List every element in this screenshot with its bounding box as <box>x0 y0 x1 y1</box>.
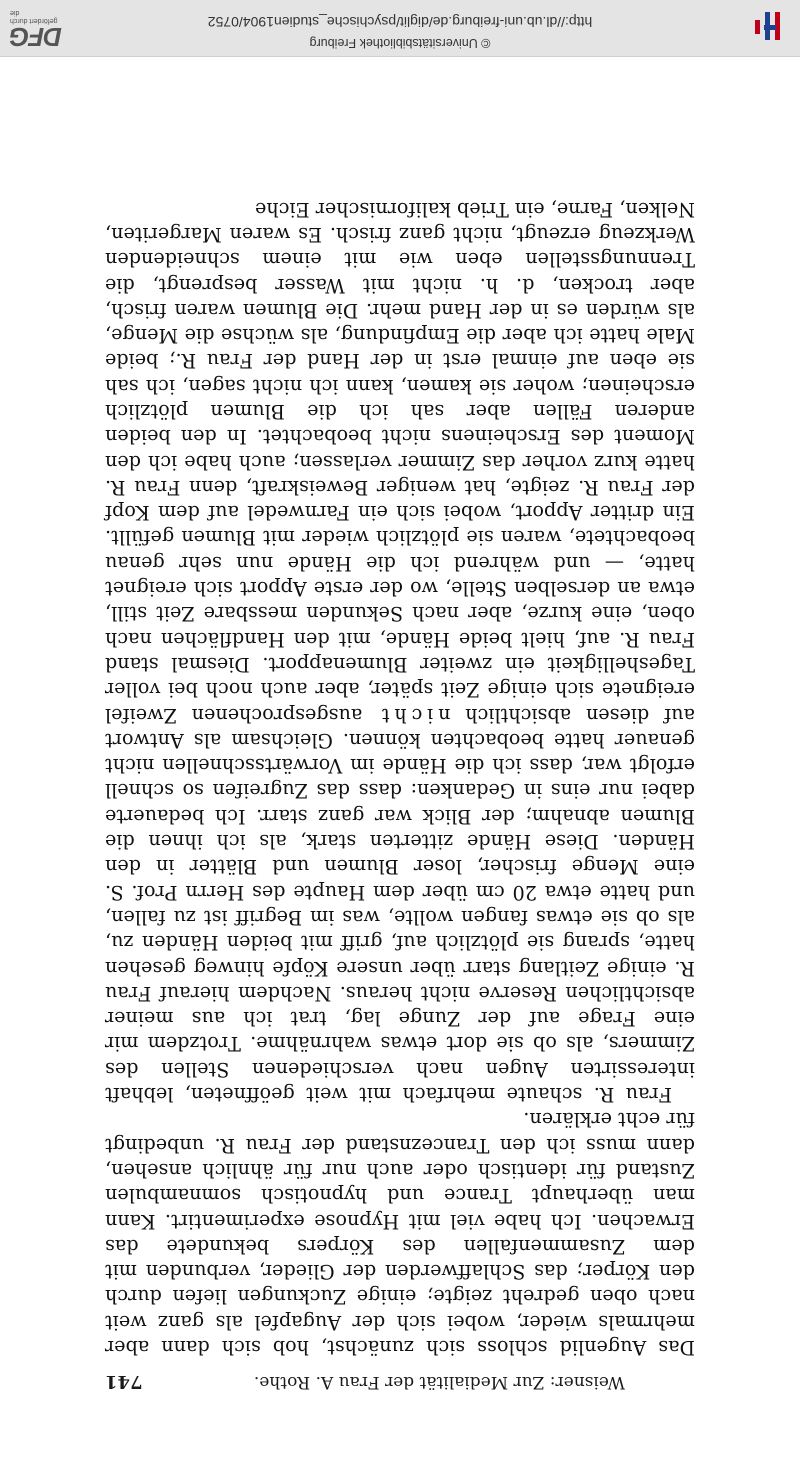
paragraph-trance: Das Augenlid schloss sich zunächst, hob sich dann aber mehrmals wieder, wobei sich der Augapfel als ganz weit nach oben gedreht zeigte; einige Zuckungen liefen durch den Körper; das Schlaffwerden der Glieder, verbunden mit dem Zusammenfallen des Körpers bekundete das Erwachen. Ich habe viel mit Hypnose experimentirt. Kann man überhaupt Trance und hypnotisch somnambulen Zustand für identisch oder auch nur für ähnlich ansehen, dann muss ich den Tranceznstand der Frau R. unbedingt für echt erklären. <box>105 1108 695 1359</box>
spaced-emphasis: nicht <box>377 703 451 727</box>
dfg-caption: gefördert durch die <box>10 9 58 24</box>
running-head-title: Weisner: Zur Medialität der Frau A. Rothe. <box>253 1372 625 1392</box>
running-head <box>105 1370 695 1392</box>
library-footer <box>0 0 800 57</box>
page-number: 741 <box>105 1371 143 1392</box>
body-text <box>105 196 695 1360</box>
digitization-url-link[interactable]: http://dl.ub.uni-freiburg.de/diglit/psychische_studien1904/0752 <box>207 14 593 30</box>
copyright-notice: © Universitätsbibliothek Freiburg <box>309 36 491 50</box>
dfg-logo-mark: DFG <box>10 22 62 52</box>
paragraph-apport <box>105 196 695 1107</box>
dfg-logo <box>10 4 66 50</box>
paragraph-apport-part-2: ausgesprochenen Zweifel ereignete sich einige Zeit später, aber auch noch bei voller Tageshelligkeit ein zweiter Blumenapport. Diesmal stand Frau R. auf, hielt beide Hände, mit den Handflächen nach oben, eine kurze, aber nach Sekunden messbare Zeit still, etwa an derselben Stelle, wo der erste Apport sich ereignet hatte, — und während ich die Hände nun sehr genau beobachtete, waren sie plötzlich wieder mit Blumen gefüllt. Ein dritter Apport, wobei sich ein Farnwedel auf dem Kopf der Frau R. zeigte, hat weniger Beweiskraft, denn Frau R. hatte kurz vorher das Zimmer verlassen; auch habe ich den Moment des Erscheinens nicht beobachtet. In den beiden anderen Fällen aber sah ich die Blumen plötzlich erscheinen; woher sie kamen, kann ich nicht sagen, ich sah sie eben auf einmal erst in der Hand der Frau R.; beide Male hatte ich aber die Empfindung, als wüchse die Menge, als würden es in der Hand mehr. Die Blumen waren frisch, aber trocken, d. h. nicht mit Wasser besprengt, die Trennungsstellen eben wie mit einem schneidenden Werkzeug erzeugt, nicht ganz frisch. Es waren Margeriten, Nelken, Farne, ein Trieb kalifornischer Eiche <box>105 197 695 727</box>
paragraph-apport-part-1: Frau R. schaute mehrfach mit weit geöffneten, lebhaft interessirten Augen nach verschiedenen Stellen des Zimmers, als ob sie dort etwas wahrnähme. Trotzdem mir eine Frage auf der Zunge lag, trat ich aus meiner absichtlichen Reserve nicht heraus. Nachdem hierauf Frau R. einige Zeitlang starr über unsere Köpfe hinweg gesehen hatte, sprang sie plötzlich auf, griff mit beiden Händen zu, als ob sie etwas fangen wollte, was im Begriff ist zu fallen, und hatte etwa 20 cm über dem Haupte des Herrn Prof. S. eine Menge frischer, loser Blumen und Blätter in den Händen. Diese Hände zitterten stark, als ich ihnen die Blumen abnahm; der Blick war ganz starr. Ich bedauerte dabei nur eins in Gedanken: dass das Zugreifen so schnell erfolgt war, dass ich die Hände im Vorwärtsschnellen nicht genauer hatte beobachten können. Gleichsam als Antwort auf diesen absichtlich <box>105 703 695 1107</box>
